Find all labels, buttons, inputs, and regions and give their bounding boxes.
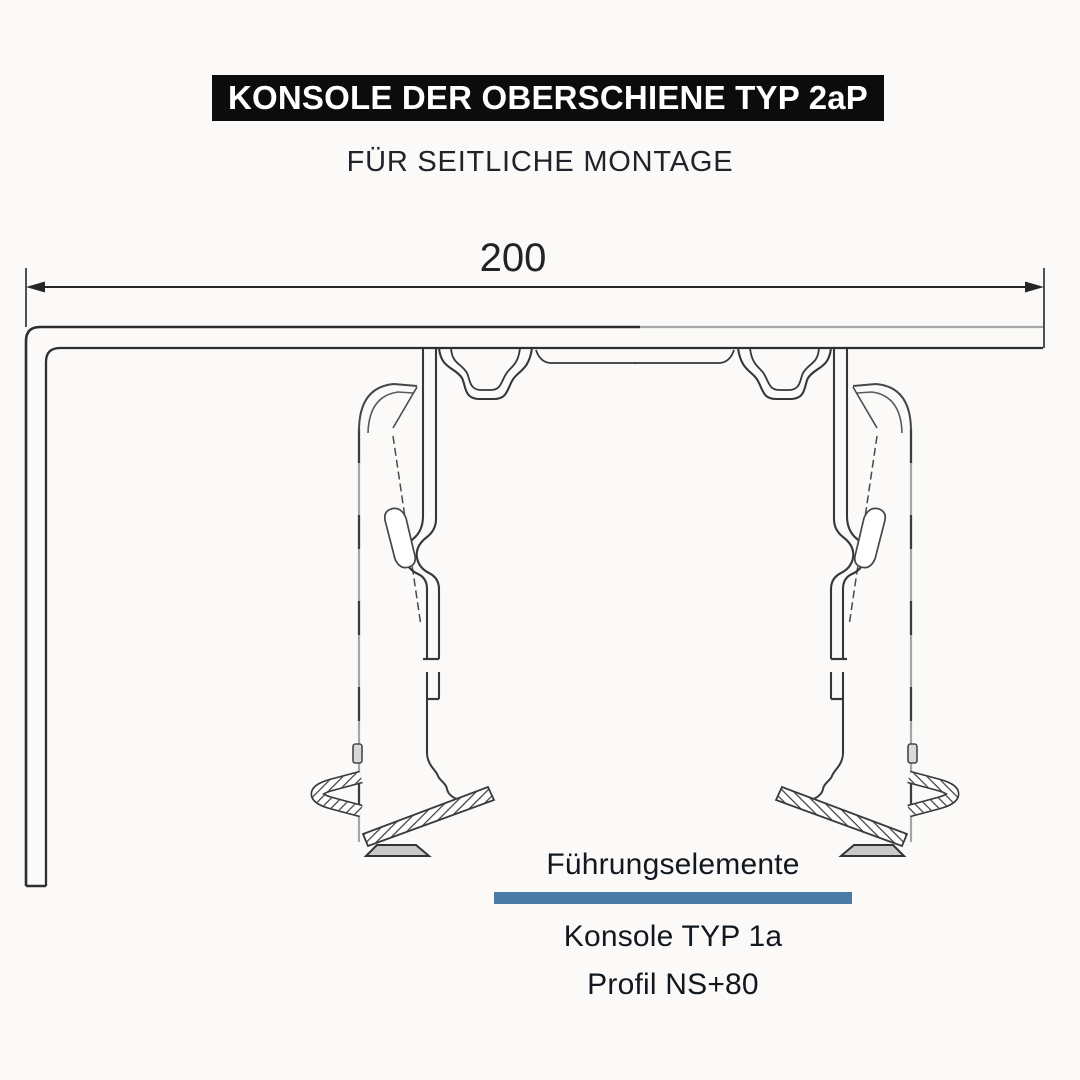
console-half-left: [317, 348, 636, 856]
foot-pad: [366, 845, 429, 856]
top-rail: [26, 327, 1043, 886]
page-subtitle: FÜR SEITLICHE MONTAGE: [346, 146, 734, 178]
base-plate: [363, 787, 494, 846]
dimension-lines: [26, 268, 1044, 348]
page-title: KONSOLE DER OBERSCHIENE TYP 2aP: [227, 79, 869, 116]
caption-block: [473, 848, 873, 1002]
wall-tab: [353, 744, 362, 763]
dimension-value: 200: [479, 236, 547, 280]
profile-wall: [359, 384, 421, 842]
arrowhead-left-icon: [26, 282, 45, 293]
clip-spring: [405, 348, 636, 754]
caption-profile: Profil NS+80: [587, 968, 759, 1001]
caption-console-type: Konsole TYP 1a: [563, 920, 783, 953]
spring-loop: [317, 777, 361, 811]
hook-leaf: [385, 508, 415, 567]
caption-guide-elements: Führungselemente: [546, 848, 800, 881]
arrowhead-right-icon: [1025, 282, 1044, 293]
accent-bar: [494, 892, 852, 904]
console-half-right: [634, 348, 953, 856]
